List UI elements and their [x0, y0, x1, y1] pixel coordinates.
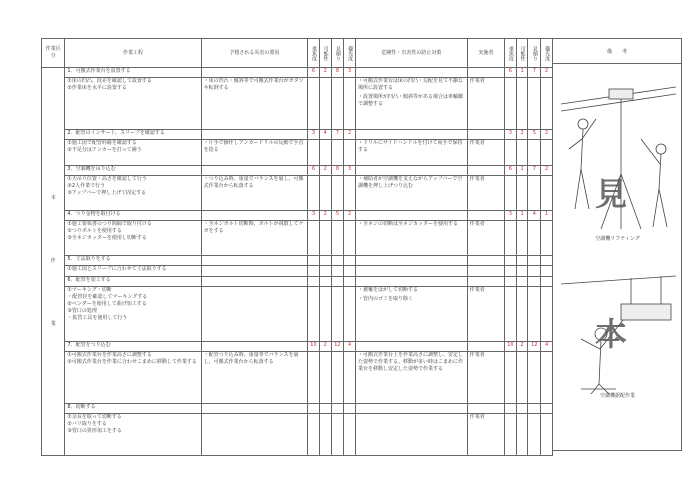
step-item: ①マーキング・切断 [67, 287, 112, 293]
section-body-row [42, 176, 553, 211]
score-blank [319, 140, 331, 166]
measure-head [356, 404, 468, 414]
step-item: ①可搬式作業台を作業高さに調整する [67, 352, 152, 358]
step-item: ②不足分はアンカーを打って補う [67, 147, 142, 153]
step-item: ・拡管工具を使用して行う [67, 315, 128, 321]
post-score: 6 [505, 68, 517, 78]
header-hazard: 予想される災害の要因 [201, 39, 307, 68]
score: 2 [344, 211, 356, 221]
section-title: 7．配管をつり込む [65, 342, 201, 352]
section-body-row [42, 78, 553, 130]
implementer-head [467, 277, 504, 287]
caption-bottom: 空調機据配作業 [599, 393, 635, 399]
side-label: 業 [50, 321, 56, 327]
score-blank [319, 221, 331, 256]
score [308, 256, 320, 266]
section-body-row [42, 140, 553, 166]
score [308, 277, 320, 287]
post-score-blank [528, 78, 541, 130]
score: 4 [344, 342, 356, 352]
score: 6 [308, 166, 320, 176]
post-score: 1 [516, 68, 528, 78]
post-score-blank [541, 266, 553, 277]
caption-top: 空調機リフティング [595, 236, 640, 242]
header-estimate: 見積り [331, 39, 344, 68]
step-item: ③全ネジカッターを使用し切断する [67, 235, 147, 241]
post-score-blank [541, 287, 553, 342]
header-probability-post: 可能性 [516, 39, 528, 68]
section-title: 6．配管を加工する [65, 277, 201, 287]
post-score-blank [541, 78, 553, 130]
section-body-row [42, 414, 553, 456]
steps-cell [65, 352, 201, 404]
hazard-cell [201, 414, 307, 456]
score: 3 [308, 130, 320, 140]
side-label-cell [42, 68, 65, 456]
side-label: 作 [50, 258, 56, 264]
post-score-blank [528, 221, 541, 256]
side-label: 本 [50, 195, 56, 201]
post-score [505, 404, 517, 414]
score [331, 256, 344, 266]
steps-cell [65, 414, 201, 456]
post-score-blank [541, 352, 553, 404]
post-score-blank [505, 266, 517, 277]
post-score [516, 256, 528, 266]
risk-assessment-sheet [41, 38, 682, 451]
implementer-cell: 作業者 [467, 221, 504, 256]
hazard-cell: ・全ネジボルト切断時、ボルトが飛散してケガをする [201, 221, 307, 256]
post-score: 12 [528, 342, 541, 352]
post-score-blank [528, 287, 541, 342]
step-item: ②作業床を水平に設置する [67, 85, 127, 91]
section-title-row [42, 68, 553, 78]
post-score: 2 [541, 166, 553, 176]
score [344, 404, 356, 414]
step-item: ②つりボルトを使用する [67, 228, 122, 234]
measure-item: ・設置場所が凹凸・傾斜等がある場合は車輪脚で調整する [358, 94, 464, 107]
post-score-blank [541, 221, 553, 256]
measure-item: ・被覆をはがして切断する [358, 287, 419, 293]
section-title-row [42, 166, 553, 176]
header-measure: 危険性・有害性の防止対策 [356, 39, 468, 68]
score-blank [331, 414, 344, 456]
score-blank [319, 414, 331, 456]
implementer-cell [467, 266, 504, 277]
post-score: 2 [541, 130, 553, 140]
score-blank [331, 140, 344, 166]
header-priority-post: 優先度 [541, 39, 553, 68]
measure-item: ・可搬式作業台は床の凹凸・勾配を見て不揃な場所に設置する [358, 78, 464, 91]
post-score-blank [528, 266, 541, 277]
section-title: 4．つり金物を取付ける [65, 211, 201, 221]
post-score: 10 [505, 342, 517, 352]
score-blank [331, 221, 344, 256]
implementer-head [467, 130, 504, 140]
score: 3 [344, 166, 356, 176]
score: 2 [319, 166, 331, 176]
score: 8 [331, 68, 344, 78]
hazard-cell: ・床の凹凸・傾斜等で可搬式作業台がガタツキ転倒する [201, 78, 307, 130]
implementer-cell: 作業者 [467, 352, 504, 404]
section-title-row [42, 342, 553, 352]
section-body-row [42, 352, 553, 404]
score-blank [308, 287, 320, 342]
header-severity-post: 重篤度 [505, 39, 517, 68]
score-blank [308, 176, 320, 211]
score-blank [331, 352, 344, 404]
score-blank [308, 352, 320, 404]
step-item: ③アップバーで押し上げて固定する [67, 190, 147, 196]
score-blank [331, 266, 344, 277]
measure-head [356, 211, 468, 221]
score: 8 [331, 166, 344, 176]
score-blank [308, 221, 320, 256]
section-title: 2．配管のインサート、スリーブを確認する [65, 130, 201, 140]
score [319, 277, 331, 287]
implementer-head [467, 68, 504, 78]
score-blank [308, 140, 320, 166]
post-score-blank [528, 176, 541, 211]
score-blank [331, 176, 344, 211]
step-item: ②2人作業で行う [67, 183, 106, 189]
measure-item: ・管内のゴミを取り除く [358, 296, 414, 302]
step-item: ①施工要領書のつり間隔で取り付ける [67, 221, 152, 227]
post-score-blank [516, 78, 528, 130]
step-item: ①施工図とスリーブに合わせて寸法取りする [67, 266, 167, 272]
step-item: ①余長を取って切断する [67, 414, 122, 420]
post-score: 6 [505, 166, 517, 176]
score-blank [344, 414, 356, 456]
header-category: 作業区分 [42, 39, 65, 68]
measure-head [356, 166, 468, 176]
implementer-cell: 作業者 [467, 414, 504, 456]
section-hazard-head [201, 256, 307, 266]
section-title-row [42, 277, 553, 287]
post-score: 4 [528, 211, 541, 221]
score [344, 256, 356, 266]
measures-cell [356, 352, 468, 404]
post-score [505, 256, 517, 266]
header-probability: 可能性 [319, 39, 331, 68]
post-score: 1 [516, 166, 528, 176]
score [331, 277, 344, 287]
score-blank [344, 287, 356, 342]
section-title-row [42, 256, 553, 266]
watermark-bottom: 本 [595, 315, 628, 353]
header-estimate-post: 見積り [528, 39, 541, 68]
score: 2 [319, 211, 331, 221]
post-score [516, 277, 528, 287]
score [344, 277, 356, 287]
section-title: 3．空調機を吊り込む [65, 166, 201, 176]
post-score-blank [516, 221, 528, 256]
section-title: 1．可搬式作業台を設置する [65, 68, 201, 78]
section-hazard-head [201, 342, 307, 352]
score-blank [319, 78, 331, 130]
hazard-cell: ・配管つり込み時、重量等でバランスを崩し、可搬式作業台から転落する [201, 352, 307, 404]
measures-cell [356, 176, 468, 211]
measure-head [356, 342, 468, 352]
score-blank [344, 352, 356, 404]
score-blank [331, 78, 344, 130]
post-score-blank [505, 140, 517, 166]
measure-item: ・補助者が空調機を支えながらアップバーで空調機を押し上げつり込む [358, 176, 463, 189]
measures-cell [356, 414, 468, 456]
post-score [528, 277, 541, 287]
section-body-row [42, 287, 553, 342]
section-hazard-head [201, 68, 307, 78]
implementer-cell: 作業者 [467, 287, 504, 342]
post-score-blank [516, 352, 528, 404]
section-body-row [42, 266, 553, 277]
hazard-cell [201, 287, 307, 342]
step-item: ③管口の処理 [67, 308, 97, 314]
header-implementer: 実施者 [467, 39, 504, 68]
score [308, 404, 320, 414]
score-blank [308, 266, 320, 277]
post-score-blank [516, 140, 528, 166]
measure-head [356, 277, 468, 287]
post-score [541, 404, 553, 414]
post-score-blank [505, 221, 517, 256]
post-score-blank [528, 140, 541, 166]
step-item: ②ベンダーを使用して曲げ加工する [67, 301, 147, 307]
steps-cell [65, 221, 201, 256]
measures-cell [356, 140, 468, 166]
section-title-row [42, 211, 553, 221]
hazard-cell [201, 266, 307, 277]
score-blank [331, 287, 344, 342]
section-title-row [42, 130, 553, 140]
implementer-cell: 作業者 [467, 78, 504, 130]
score-blank [344, 140, 356, 166]
implementer-head [467, 404, 504, 414]
score-blank [308, 414, 320, 456]
post-score-blank [541, 140, 553, 166]
post-score-blank [528, 414, 541, 456]
steps-cell [65, 140, 201, 166]
score-blank [319, 266, 331, 277]
implementer-head [467, 166, 504, 176]
score-blank [344, 221, 356, 256]
post-score-blank [505, 352, 517, 404]
post-score: 2 [516, 342, 528, 352]
implementer-head [467, 342, 504, 352]
post-score: 3 [505, 211, 517, 221]
section-body-row [42, 221, 553, 256]
section-hazard-head [201, 277, 307, 287]
score: 6 [308, 68, 320, 78]
post-score: 7 [528, 166, 541, 176]
step-item: ①床の凹凸、段差を確認して設置する [67, 78, 152, 84]
score: 2 [319, 68, 331, 78]
score-blank [344, 176, 356, 211]
header-severity: 重篤度 [308, 39, 320, 68]
post-score-blank [541, 176, 553, 211]
implementer-cell: 作業者 [467, 140, 504, 166]
score: 3 [308, 211, 320, 221]
step-item: ・配管径を確認してマーキングする [67, 294, 148, 300]
table-body [42, 68, 553, 456]
assessment-table [41, 38, 553, 456]
post-score [528, 256, 541, 266]
measures-cell [356, 287, 468, 342]
score-blank [319, 176, 331, 211]
score: 4 [319, 130, 331, 140]
post-score-blank [505, 78, 517, 130]
remarks-column [553, 38, 682, 451]
post-score-blank [516, 414, 528, 456]
post-score-blank [505, 414, 517, 456]
measures-cell [356, 78, 468, 130]
score-blank [319, 352, 331, 404]
step-item: ①施工図で配管経路を確認する [67, 140, 137, 146]
post-score [541, 256, 553, 266]
post-score [516, 404, 528, 414]
post-score: 1 [541, 211, 553, 221]
score: 3 [344, 68, 356, 78]
remarks-header: 備 考 [553, 39, 681, 64]
post-score: 2 [516, 130, 528, 140]
measure-head [356, 68, 468, 78]
post-score-blank [541, 414, 553, 456]
header-process: 作業工程 [65, 39, 201, 68]
post-score: 5 [528, 130, 541, 140]
implementer-head [467, 256, 504, 266]
post-score [505, 277, 517, 287]
post-score-blank [516, 287, 528, 342]
hazard-cell: ・つり込み時、重量でバランスを崩し、可搬式作業台から転落する [201, 176, 307, 211]
measure-item: ・可搬式作業台上を作業高さに調整し、安定した姿勢で作業する。移動が多い時はこまめに作業台を移動し安定した姿勢で作業する [358, 352, 464, 372]
section-hazard-head [201, 404, 307, 414]
header-priority: 優先度 [344, 39, 356, 68]
score: 12 [331, 342, 344, 352]
post-score-blank [505, 287, 517, 342]
score: 2 [319, 342, 331, 352]
post-score-blank [528, 352, 541, 404]
step-item: ③管口の異形加工をする [67, 428, 122, 434]
score-blank [319, 287, 331, 342]
step-item: ②バリ取りをする [67, 421, 107, 427]
lifting-illustration [561, 79, 676, 239]
steps-cell [65, 266, 201, 277]
section-title-row [42, 404, 553, 414]
section-hazard-head [201, 166, 307, 176]
steps-cell [65, 287, 201, 342]
implementer-head [467, 211, 504, 221]
post-score: 2 [541, 68, 553, 78]
score-blank [344, 266, 356, 277]
section-hazard-head [201, 130, 307, 140]
steps-cell [65, 176, 201, 211]
watermark-top: 見 [595, 175, 628, 213]
score: 2 [344, 130, 356, 140]
score-blank [308, 78, 320, 130]
steps-cell [65, 78, 201, 130]
post-score [528, 404, 541, 414]
hazard-cell: ・片手で操作しアンカードリルの反動で手首を捻る [201, 140, 307, 166]
measure-head [356, 256, 468, 266]
measure-head [356, 130, 468, 140]
measure-item: ・ドリルにサイドハンドルを付けて両手で保持する [358, 140, 463, 153]
step-item: ②可搬式作業台を作業に合わせこまめに移動して作業する [67, 359, 197, 365]
post-score: 1 [516, 211, 528, 221]
section-hazard-head [201, 211, 307, 221]
score: 10 [308, 342, 320, 352]
score: 5 [331, 211, 344, 221]
score-blank [344, 78, 356, 130]
post-score-blank [505, 176, 517, 211]
section-title: 8．切断する [65, 404, 201, 414]
measures-cell [356, 266, 468, 277]
post-score-blank [516, 266, 528, 277]
post-score: 4 [541, 342, 553, 352]
implementer-cell: 作業者 [467, 176, 504, 211]
post-score-blank [516, 176, 528, 211]
post-score: 7 [528, 68, 541, 78]
post-score [541, 277, 553, 287]
step-item: ①天吊り位置・高さを確認して行う [67, 176, 147, 182]
measures-cell [356, 221, 468, 256]
section-title: 5．寸法取りをする [65, 256, 201, 266]
score: 7 [331, 130, 344, 140]
score [319, 404, 331, 414]
score [331, 404, 344, 414]
measure-item: ・全ネジの切断は全ネジカッターを使用する [358, 221, 458, 227]
post-score: 3 [505, 130, 517, 140]
score [319, 256, 331, 266]
